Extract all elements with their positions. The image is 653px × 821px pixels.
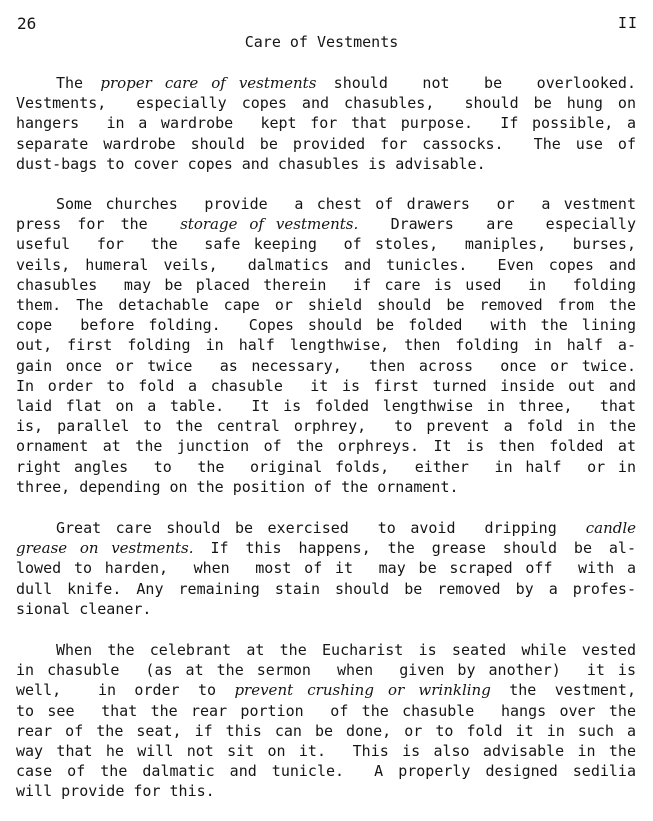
emphasized-phrase: candle — [585, 519, 636, 537]
page-title: Care of Vestments — [244, 33, 399, 51]
text-line: hangers in a wardrobe kept for that purpose. If possible, a — [16, 114, 636, 133]
text-line — [16, 538, 636, 558]
text-line: lowed to harden, when most of it may be scraped off with a — [16, 559, 636, 578]
emphasized-phrase: proper care of vestments — [100, 74, 317, 92]
text-line: laid flat on a table. It is folded lengthwise in three, that — [16, 397, 636, 415]
text-span: If this happens, the grease should be al- — [193, 539, 636, 558]
text-line: to see that the rear portion of the chasuble hangs over the — [16, 701, 636, 720]
text-line: gain once or twice as necessary, then across once or twice. — [16, 356, 636, 375]
text-line: separate wardrobe should be provided for cassocks. The use of — [16, 134, 636, 153]
emphasized-phrase: storage of vestments. — [180, 215, 359, 234]
page-number: 26 — [17, 14, 37, 33]
text-line — [56, 518, 636, 538]
text-span: Drawers are especially — [358, 215, 636, 234]
text-span: the vestment, — [490, 681, 636, 700]
emphasized-phrase: grease on vestments. — [16, 539, 194, 558]
text-line: dust-bags to cover copes and chasubles is advisable. — [16, 154, 486, 173]
text-line: useful for the safe keeping of stoles, maniples, burses, — [16, 235, 636, 254]
text-line: cope before folding. Copes should be folded with the lining — [16, 316, 636, 335]
text-line: Vestments, especially copes and chasubles, should be hung on — [16, 94, 636, 113]
text-line: sional cleaner. — [16, 599, 152, 618]
text-line: in chasuble (as at the sermon when given by another) it is — [16, 661, 636, 680]
text-line: chasubles may be placed therein if care is used in folding — [16, 275, 636, 294]
text-line: them. The detachable cape or shield should be removed from the — [16, 296, 636, 314]
text-line: case of the dalmatic and tunicle. A properly designed sedilia — [16, 762, 636, 781]
text-line — [56, 73, 636, 93]
text-line: Some churches provide a chest of drawers or a vestment — [56, 195, 636, 213]
text-line: is, parallel to the central orphrey, to prevent a fold in the — [16, 417, 636, 436]
text-line: out, first folding in half lengthwise, then folding in half a- — [16, 336, 636, 355]
text-line: When the celebrant at the Eucharist is seated while vested — [56, 641, 636, 659]
text-span: The — [56, 74, 101, 92]
text-line: rear of the seat, if this can be done, or to fold it in such a — [16, 721, 636, 740]
text-line — [16, 680, 636, 700]
text-line — [16, 214, 636, 234]
text-span: should not be overlooked. — [316, 74, 636, 92]
text-line: three, depending on the position of the ornament. — [16, 477, 459, 496]
text-span: well, in order to — [16, 681, 235, 700]
text-span: Great care should be exercised to avoid dripping — [56, 519, 586, 537]
text-line: right angles to the original folds, either in half or in — [16, 457, 636, 476]
text-line: ornament at the junction of the orphreys. It is then folded at — [16, 437, 636, 456]
emphasized-phrase: prevent crushing or wrinkling — [234, 681, 491, 700]
text-line: dull knife. Any remaining stain should be removed by a profes- — [16, 579, 636, 598]
text-line: veils, humeral veils, dalmatics and tunicles. Even copes and — [16, 255, 636, 274]
text-line: will provide for this. — [16, 782, 215, 801]
text-line: way that he will not sit on it. This is also advisable in the — [16, 742, 636, 760]
text-line: In order to fold a chasuble it is first turned inside out and — [16, 376, 636, 395]
text-span: press for the — [16, 215, 181, 234]
section-number: II — [618, 14, 639, 32]
